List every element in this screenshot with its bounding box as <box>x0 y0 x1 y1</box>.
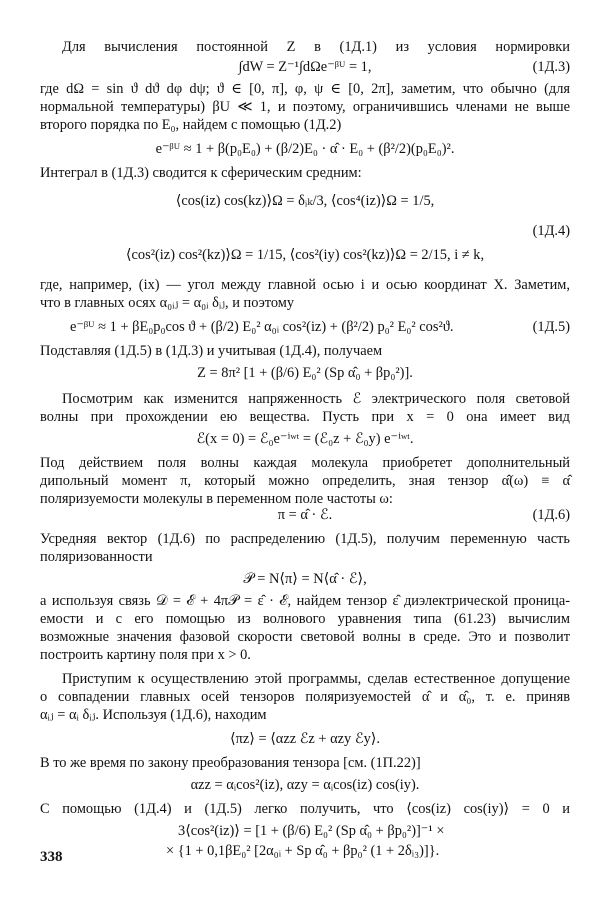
equation: Z = 8π² [1 + (β/6) E₀² (Sp α̂₀ + βp₀²)]. <box>197 365 413 381</box>
text-line: о совпадении главных осей тензоров поляризуемостей α̂ и α̂₀, т. е. приняв <box>40 689 570 705</box>
equation: αzz = αᵢcos²(iz), αzy = αᵢcos(iz) cos(iy). <box>190 777 420 793</box>
equation: 3⟨cos²(iz)⟩ = [1 + (β/6) E₀² (Sp α̂₀ + βp₀²)]⁻¹ × <box>178 823 445 839</box>
text-line: Посмотрим как изменится напряженность ℰ электрического поля световой <box>62 391 570 407</box>
equation: e⁻ᵝᵁ ≈ 1 + β(p₀E₀) + (β/2)E₀ · α̂ · E₀ + (β²/2)(p₀E₀)². <box>155 141 455 157</box>
text-line: емости и с его помощью из волнового уравнения типа (61.23) вычислим <box>40 611 570 627</box>
equation: ∫dW = Z⁻¹∫dΩe⁻ᵝᵁ = 1, <box>238 59 372 75</box>
text-line: Усредняя вектор (1Д.6) по распределению (1Д.5), получим переменную часть <box>40 531 570 547</box>
text-line: Под действием поля волны каждая молекула приобретет дополнительный <box>40 455 570 471</box>
text-line: αᵢⱼ = αᵢ δᵢⱼ. Используя (1Д.6), находим <box>40 707 267 723</box>
equation: ℰ(x = 0) = ℰ₀e⁻ⁱʷᵗ = (ℰ₀z + ℰ₀y) e⁻ⁱʷᵗ. <box>196 431 414 447</box>
text-line: В то же время по закону преобразования тензора [см. (1П.22)] <box>40 755 421 771</box>
equation: × {1 + 0,1βE₀² [2α₀ᵢ + Sp α̂₀ + βp₀² (1 + 2δᵢ₃)]}. <box>166 843 440 859</box>
text-line: второго порядка по E₀, найдем с помощью (1Д.2) <box>40 117 342 133</box>
equation: ⟨πz⟩ = ⟨αzz ℰz + αzy ℰy⟩. <box>230 731 380 747</box>
text-line: Для вычисления постоянной Z в (1Д.1) из условия нормировки <box>62 39 570 55</box>
text-line: Подставляя (1Д.5) в (1Д.3) и учитывая (1Д.4), получаем <box>40 343 383 359</box>
text-line: что в главных осях α₀ᵢⱼ = α₀ᵢ δᵢⱼ, и поэтому <box>40 295 295 311</box>
equation: 𝒫 = N⟨π⟩ = N⟨α̂ · ℰ⟩, <box>243 571 367 587</box>
text-line: построить картину поля при x > 0. <box>40 647 251 663</box>
equation-number: (1Д.5) <box>532 319 570 335</box>
text-line: а используя связь 𝒟 = ℰ + 4π𝒫 = ε̂ · ℰ, найдем тензор ε̂ диэлектрической проница- <box>40 593 570 609</box>
text-line: где dΩ = sin ϑ dϑ dφ dψ; ϑ ∈ [0, π], φ, ψ ∈ [0, 2π], заметим, что обычно (для <box>40 81 570 97</box>
text-line: Интеграл в (1Д.3) сводится к сферическим средним: <box>40 165 362 181</box>
text-line: поляризованности <box>40 549 153 565</box>
equation-number: (1Д.3) <box>532 59 570 75</box>
equation-number: (1Д.6) <box>532 507 570 523</box>
equation: e⁻ᵝᵁ ≈ 1 + βE₀p₀cos ϑ + (β/2) E₀² α₀ᵢ cos²(iz) + (β²/2) p₀² E₀² cos²ϑ. <box>70 319 454 335</box>
page-number: 338 <box>40 849 63 865</box>
text-line: поляризуемости молекулы в переменном поле частоты ω: <box>40 491 393 507</box>
text-line: где, например, (ix) — угол между главной осью i и осью координат X. Заметим, <box>40 277 570 293</box>
equation-number: (1Д.4) <box>532 223 570 239</box>
text-line: волны при прохождении ею вещества. Пусть при x = 0 она имеет вид <box>40 409 570 425</box>
text-line: дипольный момент π, который можно определить, зная тензор α̂(ω) ≡ α̂ <box>40 473 570 489</box>
text-line: нормальной температуры) βU ≪ 1, и поэтому, ограничившись членами не выше <box>40 99 570 115</box>
equation: ⟨cos²(iz) cos²(kz)⟩Ω = 1/15, ⟨cos²(iy) cos²(kz)⟩Ω = 2/15, i ≠ k, <box>125 247 485 263</box>
text-line: Приступим к осуществлению этой программы, сделав естественное допущение <box>62 671 570 687</box>
equation: ⟨cos(iz) cos(kz)⟩Ω = δᵢₖ/3, ⟨cos⁴(iz)⟩Ω = 1/5, <box>175 193 435 209</box>
text-line: возможные значения фазовой скорости световой волны в среде. Это и позволит <box>40 629 570 645</box>
text-line: С помощью (1Д.4) и (1Д.5) легко получить, что ⟨cos(iz) cos(iy)⟩ = 0 и <box>40 801 570 817</box>
equation: π = α̂ · ℰ. <box>277 507 333 523</box>
